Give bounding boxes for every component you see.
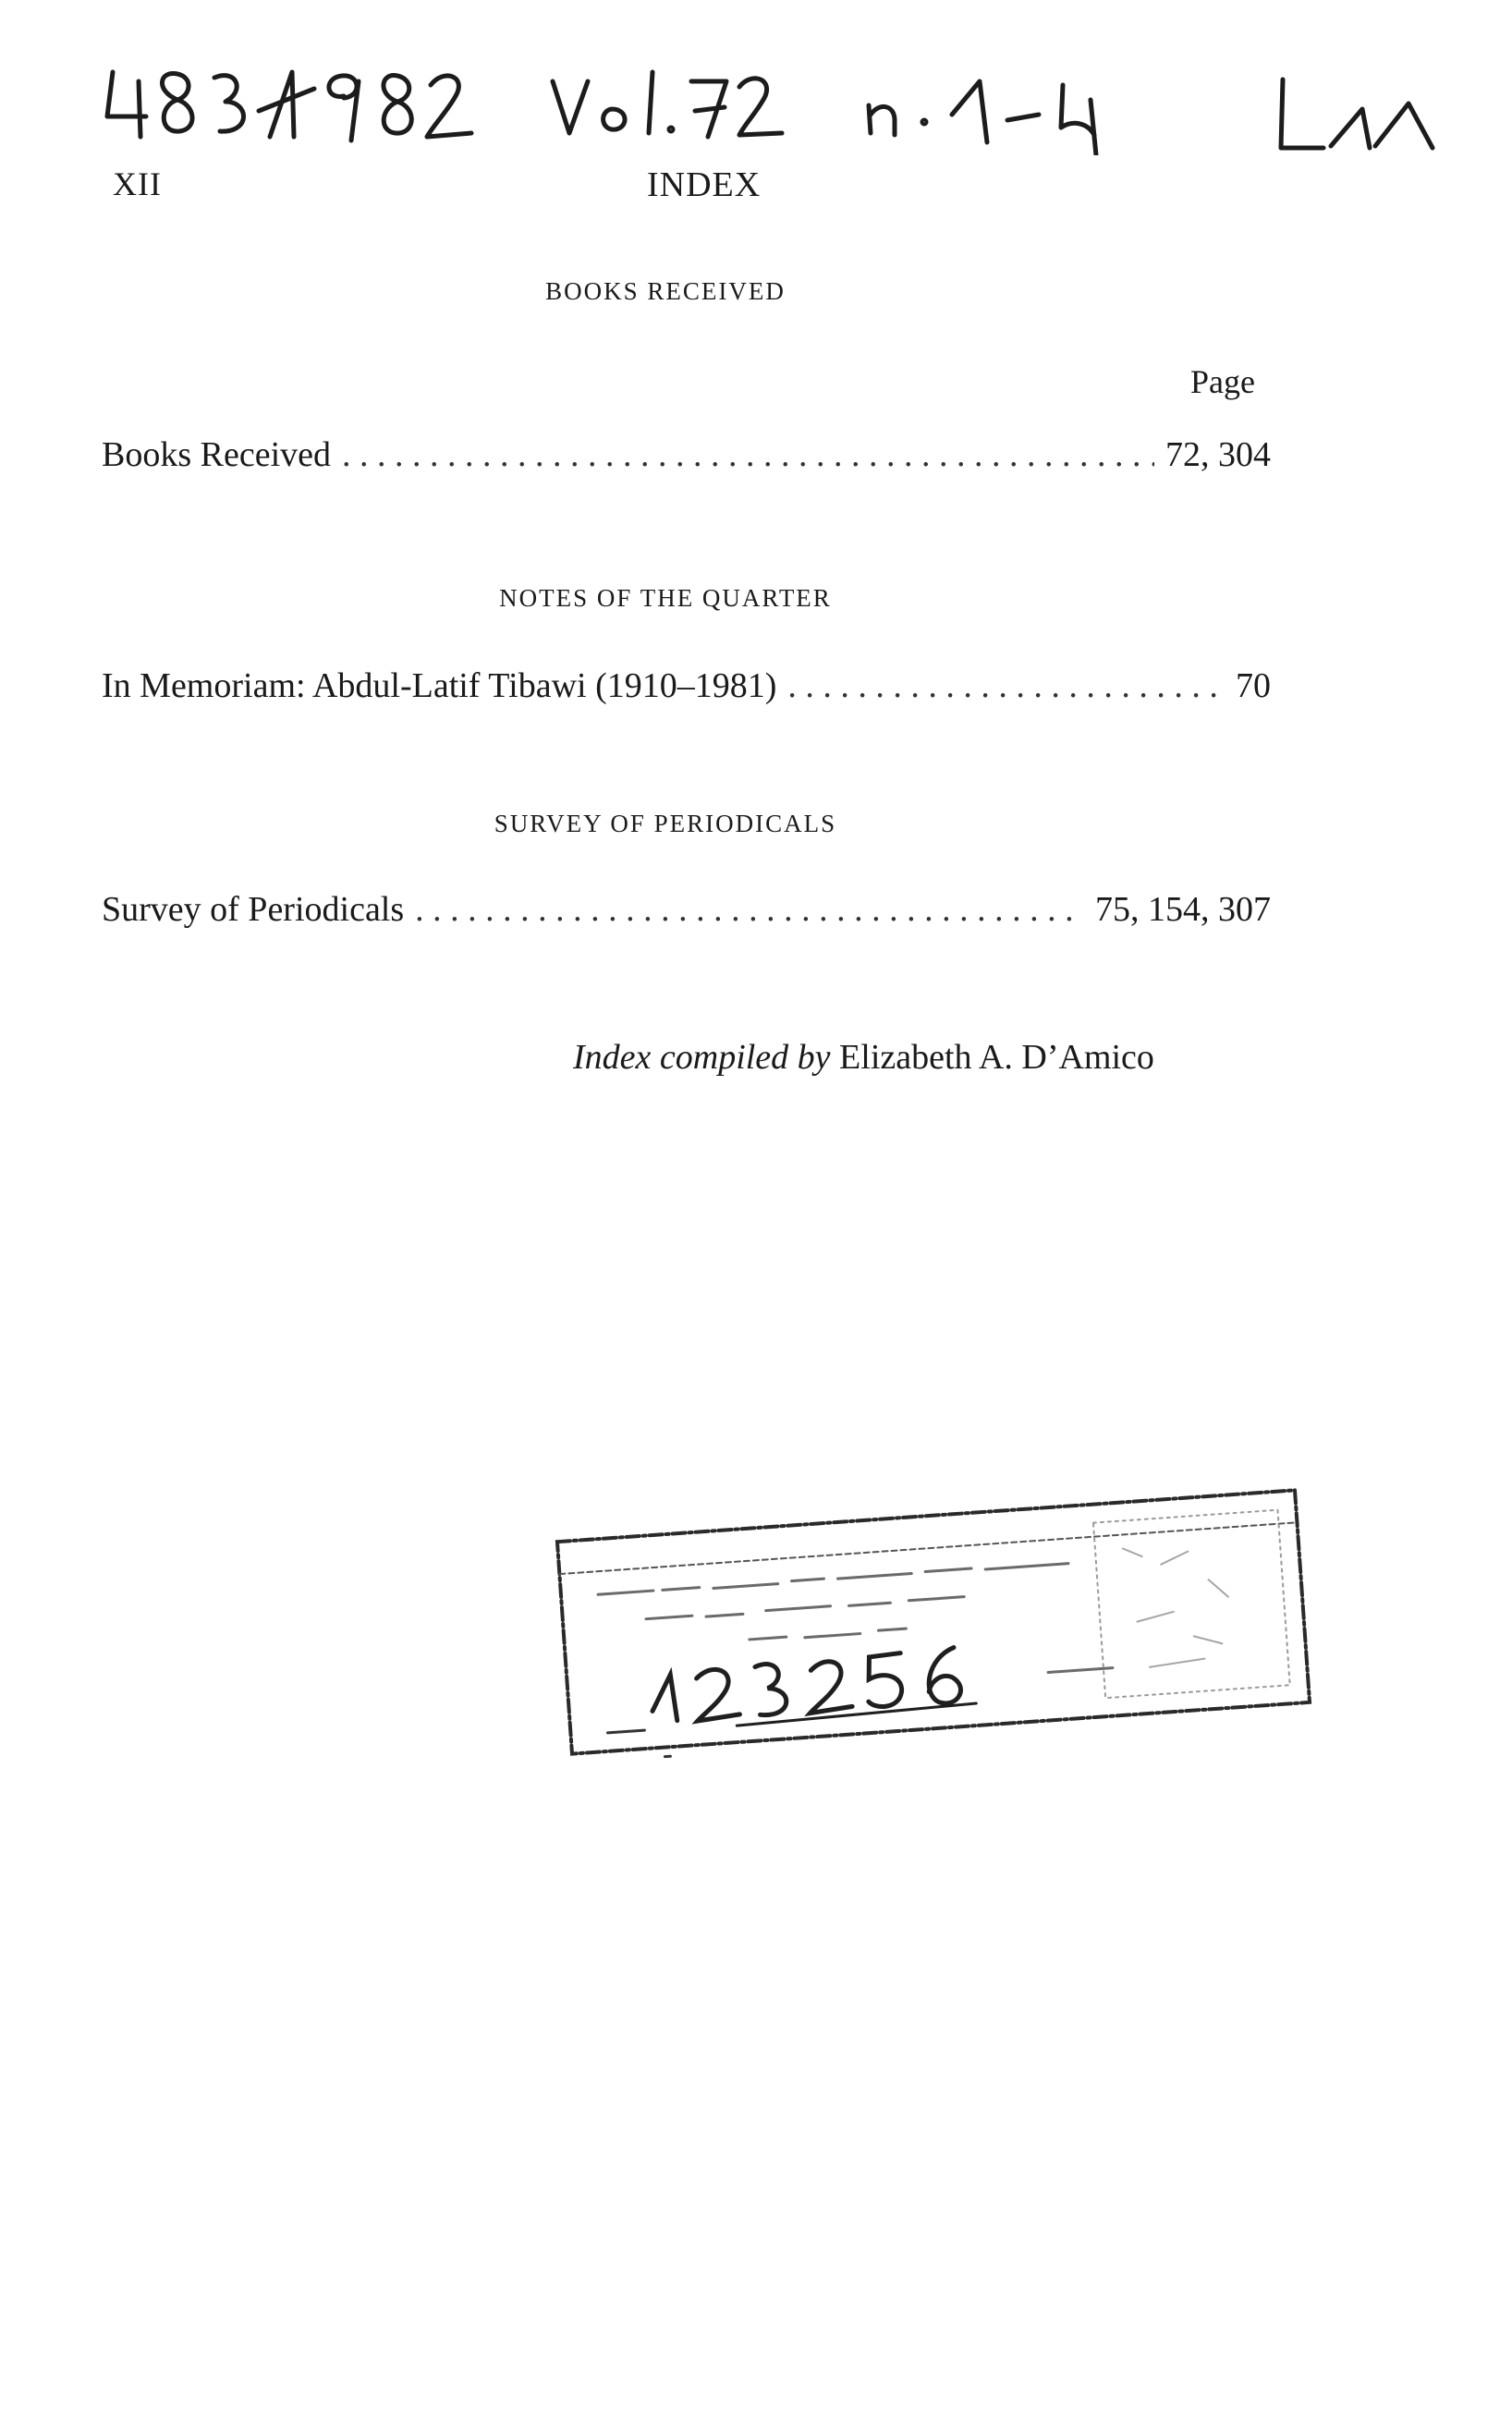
index-entry <box>102 434 1271 475</box>
index-entry-title: Books Received <box>102 435 332 474</box>
index-entry-pages: 70 <box>1236 666 1271 705</box>
page-column-label: Page <box>1190 363 1255 400</box>
library-accession-stamp <box>545 1460 1322 1784</box>
section-heading-survey-of-periodicals: SURVEY OF PERIODICALS <box>494 810 837 837</box>
credit-name: Elizabeth A. D’Amico <box>839 1038 1154 1077</box>
index-entry-title: Survey of Periodicals <box>102 890 405 929</box>
dot-leader <box>415 889 1084 930</box>
dot-leader <box>787 665 1225 706</box>
index-entry <box>102 889 1271 930</box>
credit-label: Index compiled by <box>573 1038 831 1077</box>
index-entry-title: In Memoriam: Abdul-Latif Tibawi (1910–1981) <box>102 666 777 705</box>
index-entry-pages: 72, 304 <box>1165 435 1271 474</box>
running-head-title: INDEX <box>647 165 762 204</box>
handwritten-shelfmark-note <box>0 44 1512 155</box>
index-entry-pages: 75, 154, 307 <box>1095 890 1271 929</box>
index-entry <box>102 665 1271 706</box>
running-head-page-number: XII <box>113 165 162 202</box>
section-heading-notes-of-the-quarter: NOTES OF THE QUARTER <box>499 584 832 612</box>
dot-leader <box>342 434 1154 475</box>
index-compiler-credit <box>573 1037 1154 1078</box>
section-heading-books-received: BOOKS RECEIVED <box>545 277 786 305</box>
